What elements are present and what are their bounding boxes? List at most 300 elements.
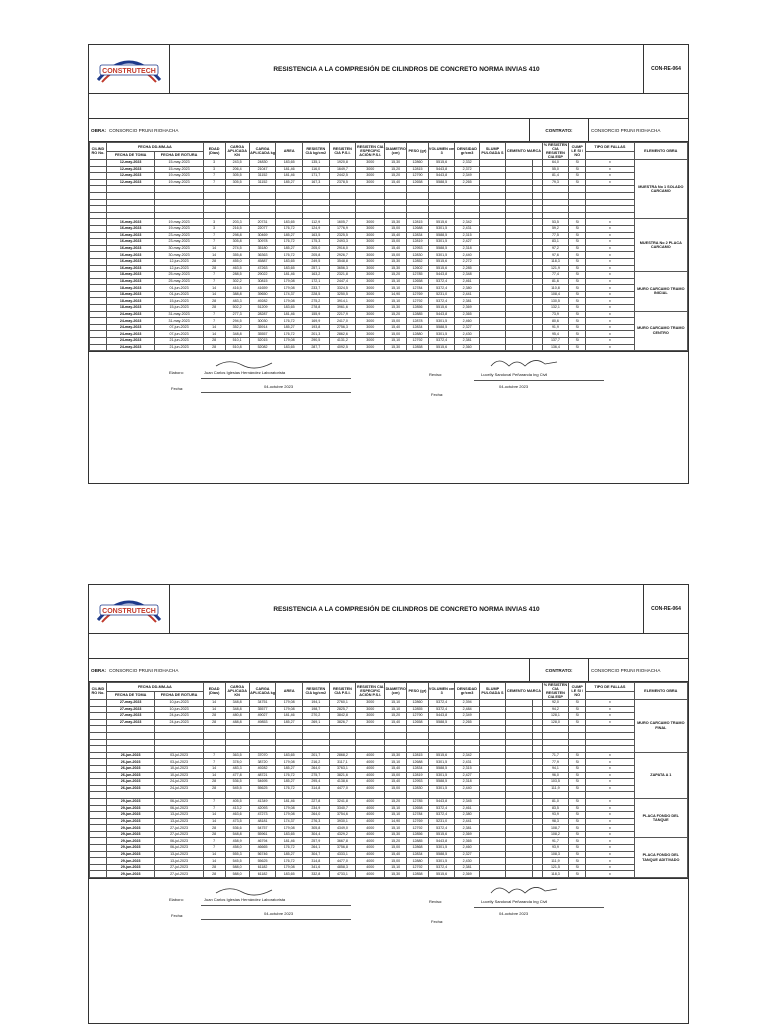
cell-kg: 49027 — [249, 713, 276, 720]
cell-respsi — [329, 739, 356, 746]
cell-cem1 — [506, 713, 533, 720]
cell-fallas: x — [586, 818, 634, 825]
cell-cem2 — [532, 732, 542, 739]
cell-vol: 5301,5 — [428, 759, 455, 766]
cell-reskg — [303, 212, 330, 219]
cell-dens: 2,461 — [455, 278, 479, 285]
cell-slump — [479, 232, 506, 239]
cell-rotura: 15-may-2023 — [155, 166, 203, 173]
cell-cil — [90, 324, 107, 331]
cell-vol: 5443,8 — [428, 838, 455, 845]
cell-kn: 488,8 — [225, 719, 249, 726]
cell-area: 183,65 — [276, 344, 303, 351]
cell-toma: 29-jun-2023 — [106, 858, 154, 865]
cell-resesp: 3000 — [356, 225, 385, 232]
cell-kn: 298,8 — [225, 232, 249, 239]
cell-kn: 536,6 — [225, 825, 249, 832]
cell-fallas: x — [586, 851, 634, 858]
cell-resesp: 3000 — [356, 278, 385, 285]
cell-reskg: 175,3 — [303, 239, 330, 246]
cell-kn: 458,0 — [225, 845, 249, 852]
cell-kn: 243,5 — [225, 160, 249, 167]
table-row — [90, 199, 688, 206]
cell-resesp: 4000 — [356, 831, 385, 838]
cell-dens — [455, 192, 479, 199]
cell-cil — [90, 871, 107, 878]
cell-cem1 — [506, 805, 533, 812]
table-row — [90, 831, 688, 838]
reviso-name: Lucelly Sandoval Peñaranda Ing Civil — [481, 372, 548, 378]
cell-pct: 97,6 — [542, 252, 569, 259]
cell-respsi: 2868,2 — [329, 752, 356, 759]
cell-rotura: 03-jul-2023 — [155, 759, 203, 766]
cell-respsi: 2447,4 — [329, 278, 356, 285]
cell-resesp: 3000 — [356, 173, 385, 180]
col-res-kg: RESISTEN CIA kg/cm2 — [303, 143, 330, 160]
cell-cumple: Si — [569, 252, 586, 259]
cell-diam — [385, 212, 407, 219]
cell-pct: 83,1 — [542, 239, 569, 246]
cell-reskg — [303, 206, 330, 213]
cell-cumple: Si — [569, 831, 586, 838]
cell-resesp: 4000 — [356, 858, 385, 865]
cell-cem2 — [532, 245, 542, 252]
cell-reskg: 287,7 — [303, 344, 330, 351]
sheet-footer — [89, 878, 688, 931]
elaboro-fecha: 04-octubre 2023 — [264, 911, 294, 917]
cell-fallas: x — [586, 805, 634, 812]
cell-edad: 7 — [203, 752, 225, 759]
table-row — [90, 192, 688, 199]
cell-dens: 2,380 — [455, 285, 479, 292]
cell-dens: 2,345 — [455, 798, 479, 805]
cell-cem1 — [506, 825, 533, 832]
cell-cumple: Si — [569, 864, 586, 871]
cell-vol: 5301,5 — [428, 318, 455, 325]
cell-vol — [428, 186, 455, 193]
cell-fallas: x — [586, 298, 634, 305]
cell-area: 183,65 — [276, 258, 303, 265]
cell-respsi: 2926,7 — [329, 252, 356, 259]
cell-dens: 2,440 — [455, 785, 479, 792]
cell-pct: 79,3 — [542, 179, 569, 186]
cell-diam: 15,40 — [385, 324, 407, 331]
cell-toma: 29-jun-2023 — [106, 851, 154, 858]
cell-vol — [428, 206, 455, 213]
cell-pct: 81,0 — [542, 798, 569, 805]
cell-toma: 26-jun-2023 — [106, 759, 154, 766]
cell-cil — [90, 344, 107, 351]
cell-edad: 28 — [203, 298, 225, 305]
cell-kg: 20731 — [249, 219, 276, 226]
cell-reskg: 233,7 — [303, 285, 330, 292]
cell-kn: 203,3 — [225, 219, 249, 226]
cell-slump — [479, 338, 506, 345]
cell-kn: 288,5 — [225, 272, 249, 279]
table-row — [90, 272, 688, 279]
cell-kg: 35914 — [249, 324, 276, 331]
cell-respsi — [329, 206, 356, 213]
cell-peso: 12815 — [407, 752, 429, 759]
cell-cil — [90, 272, 107, 279]
cell-resesp: 4000 — [356, 785, 385, 792]
construtech-logo-icon — [94, 590, 164, 628]
cell-kg — [249, 746, 276, 753]
cell-slump — [479, 871, 506, 878]
table-row — [90, 792, 688, 799]
cell-cem2 — [532, 700, 542, 707]
cell-cem2 — [532, 858, 542, 865]
cell-kg — [249, 739, 276, 746]
cell-reskg: 193,8 — [303, 324, 330, 331]
cell-kn: 277,3 — [225, 311, 249, 318]
cell-cil — [90, 779, 107, 786]
cell-fallas — [586, 199, 634, 206]
cell-peso: 12855 — [407, 706, 429, 713]
cell-resesp — [356, 199, 385, 206]
table-row — [90, 858, 688, 865]
cell-peso: 12658 — [407, 179, 429, 186]
cell-cem1 — [506, 871, 533, 878]
elemento-obra: MURO CARCAMO TRAMO FINAL — [634, 700, 687, 753]
cell-kg — [249, 206, 276, 213]
cell-fallas: x — [586, 812, 634, 819]
cell-cil — [90, 338, 107, 345]
cell-kg: 61182 — [249, 871, 276, 878]
cell-slump — [479, 864, 506, 871]
cell-diam: 15,30 — [385, 160, 407, 167]
cell-kn: 510,8 — [225, 344, 249, 351]
cell-area — [276, 739, 303, 746]
cell-dens: 2,460 — [455, 845, 479, 852]
cell-diam: 15,00 — [385, 858, 407, 865]
cell-peso: 12790 — [407, 713, 429, 720]
cell-dens: 2,381 — [455, 864, 479, 871]
cell-cem1 — [506, 192, 533, 199]
cell-vol: 5372,4 — [428, 825, 455, 832]
cell-respsi: 4092,5 — [329, 344, 356, 351]
cell-cumple: Si — [569, 871, 586, 878]
cell-cem1 — [506, 232, 533, 239]
cell-rotura: 23-may-2023 — [155, 232, 203, 239]
cell-cil — [90, 798, 107, 805]
cell-rotura: 30-may-2023 — [155, 252, 203, 259]
cell-kn — [225, 206, 249, 213]
cell-peso — [407, 726, 429, 733]
cell-slump — [479, 331, 506, 338]
cell-kg: 35557 — [249, 331, 276, 338]
cell-reskg: 172,1 — [303, 278, 330, 285]
elaboro-name: Juan Carlos Iglesias Hernández Laboratorista — [204, 370, 286, 376]
cell-dens: 2,484 — [455, 706, 479, 713]
cell-toma — [106, 746, 154, 753]
cell-kg: 48721 — [249, 772, 276, 779]
cell-respsi: 3340,7 — [329, 805, 356, 812]
cell-resesp: 4000 — [356, 845, 385, 852]
cell-slump — [479, 324, 506, 331]
cell-toma — [106, 186, 154, 193]
table-row — [90, 746, 688, 753]
cell-toma: 29-jun-2023 — [106, 838, 154, 845]
cell-cem1 — [506, 798, 533, 805]
cell-rotura: 24-jun-2023 — [155, 713, 203, 720]
elemento-obra: PLACA FONDO DEL TANQUE — [634, 798, 687, 838]
cell-fallas: x — [586, 871, 634, 878]
cell-respsi: 4138,6 — [329, 779, 356, 786]
cell-kn — [225, 732, 249, 739]
cell-slump — [479, 785, 506, 792]
table-row — [90, 344, 688, 351]
cell-kg: 49853 — [249, 719, 276, 726]
elaboro-signature-icon — [214, 883, 274, 897]
cell-pct: 81,6 — [542, 278, 569, 285]
cell-rotura: 06-jul-2023 — [155, 798, 203, 805]
col-fecha-rotura: FECHA DE ROTURA — [155, 151, 203, 160]
cell-fallas — [586, 746, 634, 753]
cell-edad: 14 — [203, 324, 225, 331]
col-carga-kn: CARGA APLICADA KN — [225, 143, 249, 160]
cell-kn: 206,4 — [225, 166, 249, 173]
col-peso: PESO (gr) — [407, 143, 429, 160]
cell-rotura: 15-may-2023 — [155, 160, 203, 167]
cell-rotura: 19-may-2023 — [155, 219, 203, 226]
cell-resesp: 3000 — [356, 338, 385, 345]
cell-resesp: 3000 — [356, 285, 385, 292]
cell-kg — [249, 199, 276, 206]
elemento-obra: MUESTRA No 1 SOLADO CARCAMO — [634, 160, 687, 219]
cell-slump — [479, 344, 506, 351]
cell-resesp: 3000 — [356, 179, 385, 186]
cell-reskg: 167,3 — [303, 179, 330, 186]
table-row — [90, 805, 688, 812]
cell-vol: 5515,6 — [428, 258, 455, 265]
cell-diam — [385, 726, 407, 733]
cell-cumple: Si — [569, 225, 586, 232]
cell-kg: 42093 — [249, 805, 276, 812]
cell-edad — [203, 212, 225, 219]
cell-dens: 2,327 — [455, 851, 479, 858]
col-res-psi: RESISTEN CIA P.S.I. — [329, 143, 356, 160]
cell-toma: 24-may-2023 — [106, 338, 154, 345]
cell-edad: 7 — [203, 838, 225, 845]
cell-vol: 5301,5 — [428, 252, 455, 259]
cell-respsi — [329, 732, 356, 739]
cell-respsi: 3250,5 — [329, 291, 356, 298]
cell-fallas: x — [586, 272, 634, 279]
cell-slump — [479, 206, 506, 213]
cell-kg: 30469 — [249, 232, 276, 239]
cell-cil — [90, 331, 107, 338]
cell-rotura: 13-jul-2023 — [155, 851, 203, 858]
cell-diam — [385, 186, 407, 193]
cell-peso: 12834 — [407, 232, 429, 239]
cell-slump — [479, 700, 506, 707]
cell-pct: 83,5 — [542, 805, 569, 812]
cell-cumple: Si — [569, 805, 586, 812]
cell-cumple: Si — [569, 311, 586, 318]
cell-area: 179,08 — [276, 285, 303, 292]
cell-cumple: Si — [569, 265, 586, 272]
cell-cumple: Si — [569, 818, 586, 825]
elemento-obra: PLACA FONDO DEL TANQUE ADITIVADO — [634, 838, 687, 878]
cell-cumple: Si — [569, 338, 586, 345]
cell-kg: 31152 — [249, 173, 276, 180]
cell-edad: 3 — [203, 166, 225, 173]
cell-slump — [479, 858, 506, 865]
cell-kn — [225, 746, 249, 753]
cell-cil — [90, 765, 107, 772]
col-cemento: CEMENTO MARCA — [506, 683, 542, 700]
cell-peso: 12953 — [407, 245, 429, 252]
cell-reskg: 227,8 — [303, 798, 330, 805]
cell-edad: 7 — [203, 272, 225, 279]
cell-reskg: 269,1 — [303, 719, 330, 726]
cell-pct: 108,3 — [542, 851, 569, 858]
cell-kn: 305,8 — [225, 239, 249, 246]
cell-diam: 15,10 — [385, 864, 407, 871]
cell-dens: 2,431 — [455, 225, 479, 232]
cell-area: 179,08 — [276, 825, 303, 832]
cell-cil — [90, 752, 107, 759]
cell-edad — [203, 199, 225, 206]
cell-kn: 480,8 — [225, 713, 249, 720]
table-row — [90, 318, 688, 325]
cell-dens: 2,365 — [455, 311, 479, 318]
cell-dens — [455, 186, 479, 193]
cell-cem2 — [532, 192, 542, 199]
cell-rotura: 10-jun-2023 — [155, 706, 203, 713]
cell-edad: 14 — [203, 331, 225, 338]
cell-dens: 2,430 — [455, 858, 479, 865]
cell-reskg: 194,1 — [303, 700, 330, 707]
cell-area: 176,72 — [276, 239, 303, 246]
cell-kg: 41659 — [249, 285, 276, 292]
cell-kn: 305,5 — [225, 173, 249, 180]
obra-value: CONSORCIO PRUNI RIOHACHA — [109, 667, 179, 673]
cell-cem2 — [532, 719, 542, 726]
cell-cem1 — [506, 219, 533, 226]
cell-vol: 5515,6 — [428, 305, 455, 312]
cell-toma: 12-may-2023 — [106, 173, 154, 180]
cell-resesp: 4000 — [356, 825, 385, 832]
cell-cem1 — [506, 831, 533, 838]
cell-toma: 16-may-2023 — [106, 232, 154, 239]
page-title: RESISTENCIA A LA COMPRESIÓN DE CILINDROS DE CONCRETO NORMA INVIAS 410 — [170, 45, 644, 93]
cell-toma: 26-jun-2023 — [106, 785, 154, 792]
cell-pct: 93,9 — [542, 845, 569, 852]
cell-cem1 — [506, 291, 533, 298]
cell-area: 179,08 — [276, 805, 303, 812]
cell-toma: 16-may-2023 — [106, 225, 154, 232]
cell-edad: 28 — [203, 258, 225, 265]
cell-rotura: 12-jun-2023 — [155, 265, 203, 272]
cell-rotura: 30-may-2023 — [155, 245, 203, 252]
cell-diam: 15,10 — [385, 706, 407, 713]
cell-cem2 — [532, 779, 542, 786]
col-fecha-group: FECHA DD-MM-AA — [106, 143, 203, 152]
cell-vol: 5372,4 — [428, 285, 455, 292]
cell-kg: 52015 — [249, 338, 276, 345]
cell-edad: 7 — [203, 173, 225, 180]
cell-respsi: 3656,3 — [329, 265, 356, 272]
cell-kn: 348,8 — [225, 700, 249, 707]
table-row — [90, 245, 688, 252]
logo — [89, 585, 170, 633]
cell-rotura: 21-jun-2023 — [155, 338, 203, 345]
cell-toma: 16-may-2023 — [106, 239, 154, 246]
cell-fallas: x — [586, 291, 634, 298]
cell-kn: 294,5 — [225, 318, 249, 325]
cell-pct: 97,2 — [542, 245, 569, 252]
cell-fallas: x — [586, 759, 634, 766]
cell-resesp: 4000 — [356, 798, 385, 805]
cell-diam: 15,20 — [385, 798, 407, 805]
cell-toma: 24-may-2023 — [106, 311, 154, 318]
cell-cumple: Si — [569, 239, 586, 246]
cell-area: 181,46 — [276, 272, 303, 279]
table-row — [90, 160, 688, 167]
cell-edad: 3 — [203, 160, 225, 167]
cell-cil — [90, 739, 107, 746]
cell-peso: 12658 — [407, 278, 429, 285]
cell-rotura — [155, 186, 203, 193]
cell-rotura: 23-may-2023 — [155, 239, 203, 246]
cell-cem2 — [532, 739, 542, 746]
col-res-psi: RESISTEN CIA P.S.I. — [329, 683, 356, 700]
cell-slump — [479, 726, 506, 733]
cell-slump — [479, 245, 506, 252]
cell-cil — [90, 219, 107, 226]
cell-reskg — [303, 792, 330, 799]
cell-resesp — [356, 746, 385, 753]
cell-cem2 — [532, 713, 542, 720]
cell-toma: 16-may-2023 — [106, 252, 154, 259]
cell-reskg: 276,3 — [303, 818, 330, 825]
cell-cumple: Si — [569, 858, 586, 865]
cell-kg: 55625 — [249, 858, 276, 865]
cell-vol: 5588,5 — [428, 765, 455, 772]
cell-dens: 2,349 — [455, 713, 479, 720]
table-row — [90, 713, 688, 720]
cell-rotura: 06-jul-2023 — [155, 805, 203, 812]
cell-peso: 12868 — [407, 845, 429, 852]
cell-cem2 — [532, 291, 542, 298]
table-row — [90, 785, 688, 792]
cell-cumple — [569, 792, 586, 799]
cell-respsi — [329, 186, 356, 193]
cell-vol: 5372,4 — [428, 706, 455, 713]
cell-area: 185,27 — [276, 765, 303, 772]
cell-toma: 12-may-2023 — [106, 160, 154, 167]
cell-rotura: 13-jul-2023 — [155, 818, 203, 825]
col-slump: SLUMP PULGADA S — [479, 143, 506, 160]
cell-peso: 12860 — [407, 700, 429, 707]
cell-diam: 14,90 — [385, 818, 407, 825]
cell-toma: 18-may-2023 — [106, 285, 154, 292]
cell-dens: 2,369 — [455, 305, 479, 312]
cell-respsi: 4733,1 — [329, 871, 356, 878]
cell-kn: 305,5 — [225, 179, 249, 186]
cell-peso: 12885 — [407, 838, 429, 845]
cell-kg — [249, 792, 276, 799]
cell-slump — [479, 752, 506, 759]
cell-resesp: 3000 — [356, 239, 385, 246]
cell-cem2 — [532, 805, 542, 812]
cell-diam: 15,40 — [385, 179, 407, 186]
cell-cem1 — [506, 732, 533, 739]
logo-text: CONSTRUTECH — [102, 68, 156, 75]
cell-cil — [90, 719, 107, 726]
